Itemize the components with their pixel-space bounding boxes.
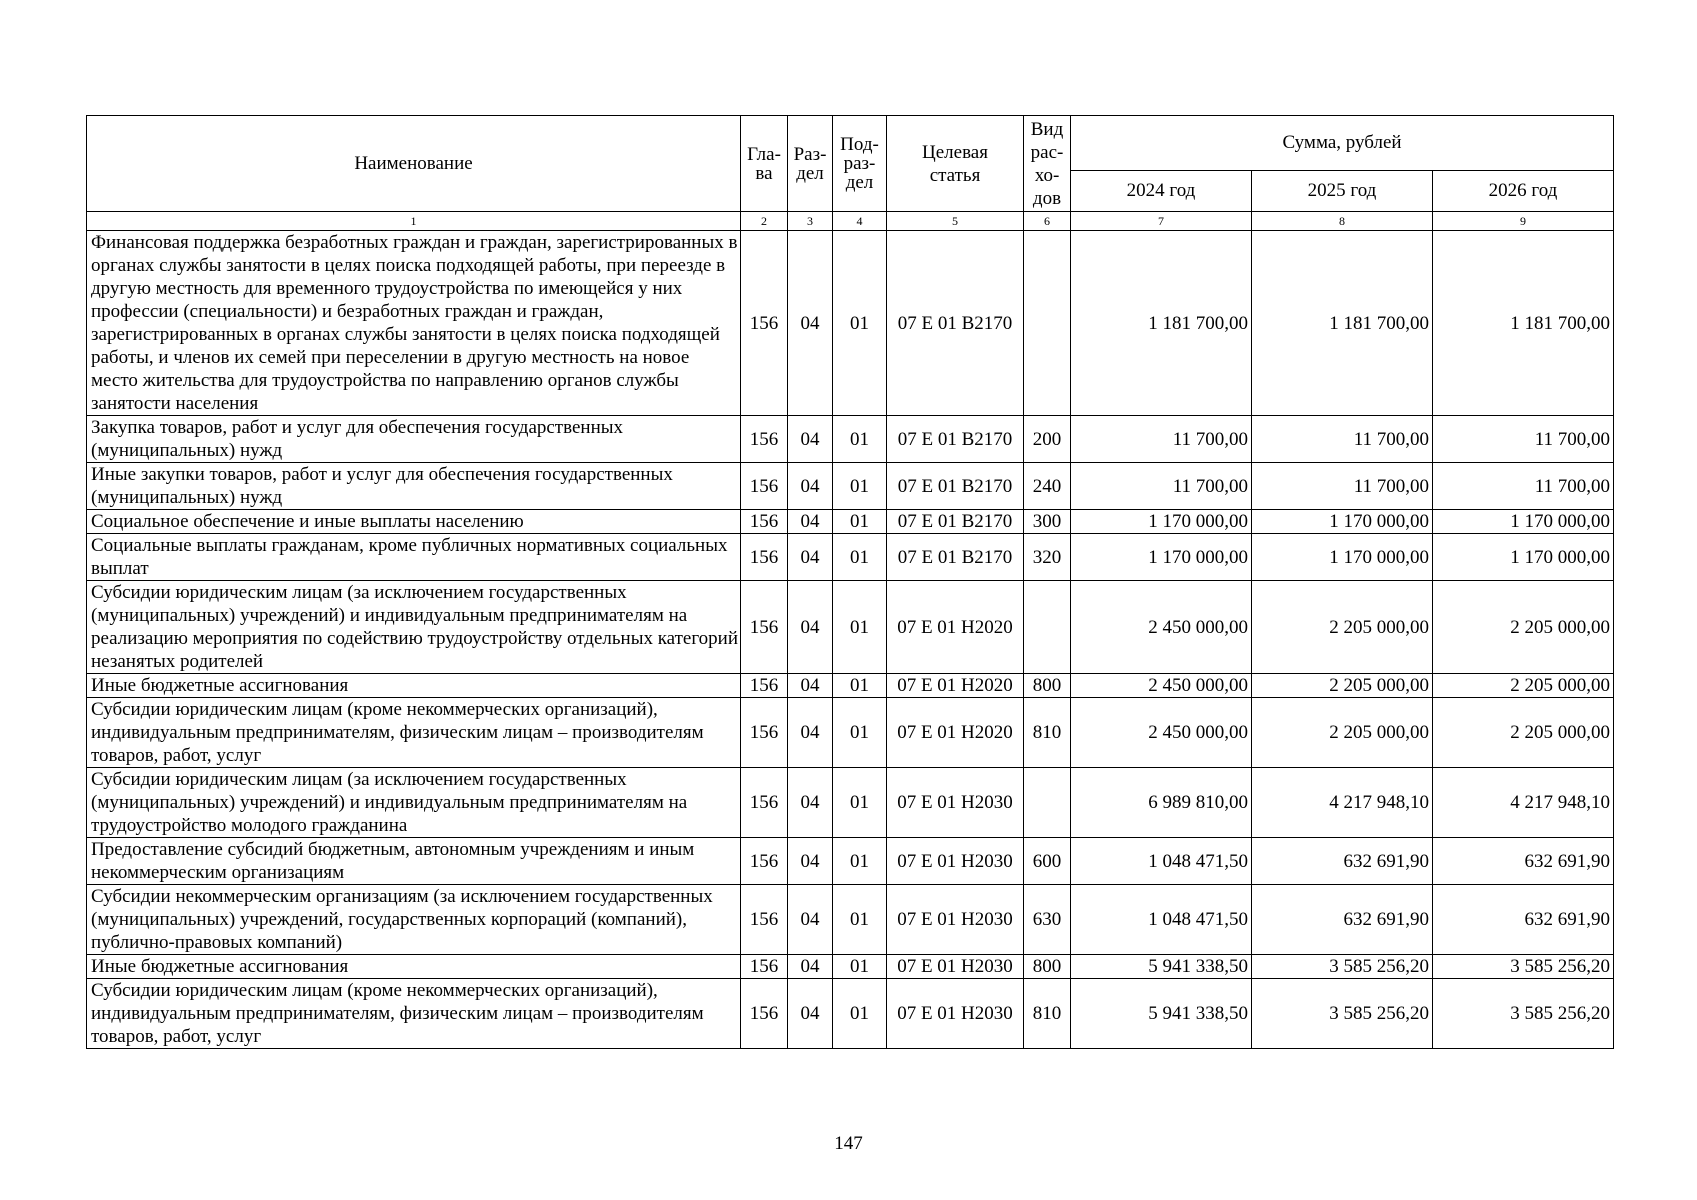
row-glava: 156	[741, 674, 788, 698]
row-podrazdel: 01	[833, 581, 887, 674]
row-amount-2025: 4 217 948,10	[1252, 768, 1433, 838]
row-amount-2025: 632 691,90	[1252, 838, 1433, 885]
row-name: Закупка товаров, работ и услуг для обеспечения государственных (муниципальных) нужд	[87, 416, 741, 463]
row-amount-2024: 2 450 000,00	[1071, 581, 1252, 674]
column-number: 3	[788, 212, 833, 231]
row-razdel: 04	[788, 674, 833, 698]
row-amount-2026: 1 170 000,00	[1433, 534, 1614, 581]
row-razdel: 04	[788, 231, 833, 416]
row-name: Субсидии некоммерческим организациям (за исключением государственных (муниципальных) учреждений, государственных корпораций (компаний), публично-правовых компаний)	[87, 885, 741, 955]
row-glava: 156	[741, 534, 788, 581]
row-celevaya-statya: 07 Е 01 В2170	[887, 534, 1024, 581]
row-amount-2026: 632 691,90	[1433, 885, 1614, 955]
row-amount-2026: 3 585 256,20	[1433, 979, 1614, 1049]
header-summa: Сумма, рублей	[1071, 116, 1614, 171]
row-razdel: 04	[788, 581, 833, 674]
row-podrazdel: 01	[833, 885, 887, 955]
row-amount-2024: 5 941 338,50	[1071, 979, 1252, 1049]
row-vid-raskhodov: 630	[1024, 885, 1071, 955]
table-row	[87, 979, 1614, 1049]
row-podrazdel: 01	[833, 674, 887, 698]
row-celevaya-statya: 07 Е 01 Н2030	[887, 885, 1024, 955]
row-podrazdel: 01	[833, 416, 887, 463]
row-glava: 156	[741, 979, 788, 1049]
row-razdel: 04	[788, 885, 833, 955]
row-razdel: 04	[788, 698, 833, 768]
row-name: Иные бюджетные ассигнования	[87, 955, 741, 979]
column-number: 8	[1252, 212, 1433, 231]
column-number: 1	[87, 212, 741, 231]
row-name: Субсидии юридическим лицам (за исключением государственных (муниципальных) учреждений) и индивидуальным предпринимателям на реализацию мероприятия по содействию трудоустройству отдельных категорий незанятых родителей	[87, 581, 741, 674]
table-row	[87, 698, 1614, 768]
row-amount-2024: 6 989 810,00	[1071, 768, 1252, 838]
row-celevaya-statya: 07 Е 01 Н2030	[887, 979, 1024, 1049]
row-vid-raskhodov: 200	[1024, 416, 1071, 463]
row-podrazdel: 01	[833, 510, 887, 534]
row-name: Иные бюджетные ассигнования	[87, 674, 741, 698]
table-row	[87, 534, 1614, 581]
row-vid-raskhodov: 810	[1024, 698, 1071, 768]
row-amount-2026: 2 205 000,00	[1433, 674, 1614, 698]
row-amount-2025: 3 585 256,20	[1252, 955, 1433, 979]
header-razdel: Раз- дел	[788, 116, 833, 212]
row-amount-2024: 5 941 338,50	[1071, 955, 1252, 979]
row-razdel: 04	[788, 416, 833, 463]
table-row	[87, 674, 1614, 698]
row-razdel: 04	[788, 463, 833, 510]
row-name: Предоставление субсидий бюджетным, автономным учреждениям и иным некоммерческим организациям	[87, 838, 741, 885]
row-amount-2026: 2 205 000,00	[1433, 581, 1614, 674]
header-podrazdel: Под- раз- дел	[833, 116, 887, 212]
row-vid-raskhodov: 800	[1024, 955, 1071, 979]
row-amount-2024: 1 170 000,00	[1071, 534, 1252, 581]
row-glava: 156	[741, 581, 788, 674]
row-amount-2025: 1 181 700,00	[1252, 231, 1433, 416]
column-number: 4	[833, 212, 887, 231]
row-amount-2025: 2 205 000,00	[1252, 698, 1433, 768]
row-celevaya-statya: 07 Е 01 Н2030	[887, 768, 1024, 838]
row-amount-2025: 3 585 256,20	[1252, 979, 1433, 1049]
header-vid-raskhodov: Вид рас- хо- дов	[1024, 116, 1071, 212]
row-name: Социальные выплаты гражданам, кроме публичных нормативных социальных выплат	[87, 534, 741, 581]
row-celevaya-statya: 07 Е 01 В2170	[887, 231, 1024, 416]
row-vid-raskhodov: 800	[1024, 674, 1071, 698]
row-glava: 156	[741, 768, 788, 838]
row-amount-2025: 2 205 000,00	[1252, 581, 1433, 674]
row-celevaya-statya: 07 Е 01 Н2020	[887, 674, 1024, 698]
table-row	[87, 510, 1614, 534]
column-number: 7	[1071, 212, 1252, 231]
column-number: 5	[887, 212, 1024, 231]
header-name: Наименование	[87, 116, 741, 212]
row-podrazdel: 01	[833, 838, 887, 885]
row-podrazdel: 01	[833, 768, 887, 838]
row-amount-2024: 1 048 471,50	[1071, 885, 1252, 955]
row-amount-2026: 632 691,90	[1433, 838, 1614, 885]
row-celevaya-statya: 07 Е 01 Н2030	[887, 955, 1024, 979]
row-razdel: 04	[788, 534, 833, 581]
row-amount-2024: 1 048 471,50	[1071, 838, 1252, 885]
table-row	[87, 838, 1614, 885]
row-amount-2024: 1 170 000,00	[1071, 510, 1252, 534]
row-podrazdel: 01	[833, 955, 887, 979]
table-row	[87, 885, 1614, 955]
column-number: 9	[1433, 212, 1614, 231]
row-amount-2024: 2 450 000,00	[1071, 698, 1252, 768]
column-number: 6	[1024, 212, 1071, 231]
table-body	[87, 231, 1614, 1049]
row-amount-2026: 2 205 000,00	[1433, 698, 1614, 768]
row-glava: 156	[741, 416, 788, 463]
header-year-2026: 2026 год	[1433, 171, 1614, 212]
row-podrazdel: 01	[833, 979, 887, 1049]
row-razdel: 04	[788, 979, 833, 1049]
row-vid-raskhodov	[1024, 231, 1071, 416]
row-amount-2024: 11 700,00	[1071, 416, 1252, 463]
row-razdel: 04	[788, 838, 833, 885]
row-amount-2026: 4 217 948,10	[1433, 768, 1614, 838]
row-podrazdel: 01	[833, 534, 887, 581]
row-podrazdel: 01	[833, 698, 887, 768]
row-name: Субсидии юридическим лицам (кроме некоммерческих организаций), индивидуальным предпринимателям, физическим лицам – производителям товаров, работ, услуг	[87, 979, 741, 1049]
row-amount-2025: 11 700,00	[1252, 416, 1433, 463]
row-celevaya-statya: 07 Е 01 Н2030	[887, 838, 1024, 885]
row-amount-2026: 11 700,00	[1433, 463, 1614, 510]
row-celevaya-statya: 07 Е 01 Н2020	[887, 581, 1024, 674]
row-glava: 156	[741, 885, 788, 955]
row-vid-raskhodov: 320	[1024, 534, 1071, 581]
row-amount-2024: 2 450 000,00	[1071, 674, 1252, 698]
table-row	[87, 581, 1614, 674]
row-glava: 156	[741, 463, 788, 510]
row-glava: 156	[741, 510, 788, 534]
table-row	[87, 416, 1614, 463]
row-amount-2026: 1 181 700,00	[1433, 231, 1614, 416]
row-glava: 156	[741, 231, 788, 416]
column-numbers-row	[87, 212, 1614, 231]
row-celevaya-statya: 07 Е 01 Н2020	[887, 698, 1024, 768]
header-year-2025: 2025 год	[1252, 171, 1433, 212]
row-glava: 156	[741, 955, 788, 979]
row-amount-2025: 2 205 000,00	[1252, 674, 1433, 698]
row-amount-2025: 11 700,00	[1252, 463, 1433, 510]
row-razdel: 04	[788, 955, 833, 979]
row-amount-2026: 11 700,00	[1433, 416, 1614, 463]
row-name: Социальное обеспечение и иные выплаты населению	[87, 510, 741, 534]
header-glava: Гла- ва	[741, 116, 788, 212]
header-year-2024: 2024 год	[1071, 171, 1252, 212]
table-row	[87, 463, 1614, 510]
table-row	[87, 955, 1614, 979]
row-podrazdel: 01	[833, 463, 887, 510]
row-podrazdel: 01	[833, 231, 887, 416]
row-amount-2025: 632 691,90	[1252, 885, 1433, 955]
row-amount-2025: 1 170 000,00	[1252, 510, 1433, 534]
row-razdel: 04	[788, 768, 833, 838]
row-amount-2024: 1 181 700,00	[1071, 231, 1252, 416]
row-vid-raskhodov: 300	[1024, 510, 1071, 534]
row-glava: 156	[741, 838, 788, 885]
row-celevaya-statya: 07 Е 01 В2170	[887, 463, 1024, 510]
row-vid-raskhodov: 810	[1024, 979, 1071, 1049]
column-number: 2	[741, 212, 788, 231]
row-name: Субсидии юридическим лицам (кроме некоммерческих организаций), индивидуальным предпринимателям, физическим лицам – производителям товаров, работ, услуг	[87, 698, 741, 768]
budget-table	[86, 115, 1614, 1049]
row-celevaya-statya: 07 Е 01 В2170	[887, 510, 1024, 534]
row-amount-2026: 3 585 256,20	[1433, 955, 1614, 979]
row-celevaya-statya: 07 Е 01 В2170	[887, 416, 1024, 463]
row-amount-2025: 1 170 000,00	[1252, 534, 1433, 581]
table-row	[87, 231, 1614, 416]
header-celevaya-statya: Целевая статья	[887, 116, 1024, 212]
row-vid-raskhodov: 240	[1024, 463, 1071, 510]
row-vid-raskhodov: 600	[1024, 838, 1071, 885]
table-row	[87, 768, 1614, 838]
row-vid-raskhodov	[1024, 581, 1071, 674]
row-name: Иные закупки товаров, работ и услуг для обеспечения государственных (муниципальных) нужд	[87, 463, 741, 510]
row-name: Финансовая поддержка безработных граждан и граждан, зарегистрированных в органах службы занятости в целях поиска подходящей работы, при переезде в другую местность для временного трудоустройства по имеющейся у них профессии (специальности) и безработных граждан и граждан, зарегистрированных в органах службы занятости в целях поиска подходящей работы, и членов их семей при переселении в другую местность на новое место жительства для трудоустройства по направлению органов службы занятости населения	[87, 231, 741, 416]
row-vid-raskhodov	[1024, 768, 1071, 838]
row-razdel: 04	[788, 510, 833, 534]
row-glava: 156	[741, 698, 788, 768]
row-amount-2024: 11 700,00	[1071, 463, 1252, 510]
row-name: Субсидии юридическим лицам (за исключением государственных (муниципальных) учреждений) и индивидуальным предпринимателям на трудоустройство молодого гражданина	[87, 768, 741, 838]
page-number: 147	[834, 1133, 863, 1154]
row-amount-2026: 1 170 000,00	[1433, 510, 1614, 534]
